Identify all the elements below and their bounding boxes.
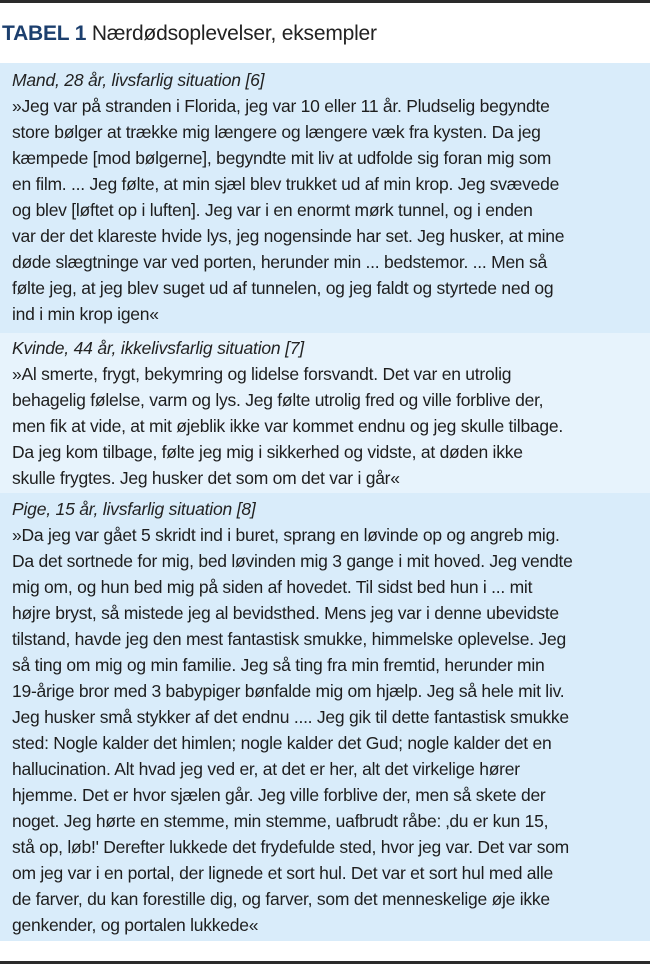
entry-quote <box>12 522 638 938</box>
quote-line: store bølger at trække mig længere og længere væk fra kysten. Da jeg <box>12 122 541 142</box>
entry-heading: Pige, 15 år, livsfarlig situation [8] <box>12 499 256 519</box>
quote-line: mig om, og hun bed mig på siden af hovedet. Til sidst bed hun i ... mit <box>12 577 533 597</box>
quote-line: Da jeg kom tilbage, følte jeg mig i sikkerhed og vidste, at døden ikke <box>12 442 523 462</box>
quote-line: så ting om mig og min familie. Jeg så ting fra min fremtid, herunder min <box>12 655 545 675</box>
quote-line: kæmpede [mod bølgerne], begyndte mit liv at udfolde sig foran mig som <box>12 148 552 168</box>
quote-line: hjemme. Det er hvor sjælen går. Jeg ville forblive der, men så skete der <box>12 785 546 805</box>
quote-line: skulle frygtes. Jeg husker det som om det var i går« <box>12 468 400 488</box>
top-rule <box>0 0 650 3</box>
quote-line: sted: Nogle kalder det himlen; nogle kalder det Gud; nogle kalder det en <box>12 733 552 753</box>
quote-line: om jeg var i en portal, der lignede et sort hul. Det var et sort hul med alle <box>12 863 554 883</box>
quote-line: var der det klareste hvide lys, jeg nogensinde har set. Jeg husker, at mine <box>12 226 565 246</box>
quote-line: tilstand, havde jeg den mest fantastisk smukke, himmelske oplevelse. Jeg <box>12 629 566 649</box>
quote-line: noget. Jeg hørte en stemme, min stemme, uafbrudt råbe: ‚du er kun 15, <box>12 811 549 831</box>
quote-line: en film. ... Jeg følte, at min sjæl blev trukket ud af min krop. Jeg svævede <box>12 174 560 194</box>
entry-heading: Mand, 28 år, livsfarlig situation [6] <box>12 70 265 90</box>
quote-line: »Al smerte, frygt, bekymring og lidelse forsvandt. Det var en utrolig <box>12 364 512 384</box>
table-label: TABEL 1 <box>2 22 87 45</box>
quote-line: Jeg husker små stykker af det endnu .... Jeg gik til dette fantastisk smukke <box>12 707 569 727</box>
bottom-rule <box>0 961 650 964</box>
quote-line: ind i min krop igen« <box>12 304 159 324</box>
table-caption: Nærdødsoplevelser, eksempler <box>91 22 377 45</box>
quote-line: »Jeg var på stranden i Florida, jeg var 10 eller 11 år. Pludselig begyndte <box>12 96 550 116</box>
quote-line: hallucination. Alt hvad jeg ved er, at det er her, alt det virkelige hører <box>12 759 520 779</box>
entry-quote <box>12 93 638 327</box>
table-row <box>0 333 650 493</box>
quote-line: behagelig følelse, varm og lys. Jeg følte utrolig fred og ville forblive der, <box>12 390 544 410</box>
quote-line: følte jeg, at jeg blev suget ud af tunnelen, og jeg faldt og styrtede ned og <box>12 278 554 298</box>
quote-line: men fik at vide, at mit øjeblik ikke var kommet endnu og jeg skulle tilbage. <box>12 416 563 436</box>
quote-line: døde slægtninge var ved porten, herunder min ... bedstemor. ... Men så <box>12 252 548 272</box>
table-title <box>2 21 377 47</box>
entry-quote <box>12 361 638 491</box>
quote-line: højre bryst, så mistede jeg al bevidsthed. Mens jeg var i denne ubevidste <box>12 603 559 623</box>
entry-heading: Kvinde, 44 år, ikkelivsfarlig situation [7] <box>12 338 304 358</box>
table-row <box>0 63 650 333</box>
quote-line: og blev [løftet op i luften]. Jeg var i en enormt mørk tunnel, og i enden <box>12 200 533 220</box>
table-row <box>0 493 650 941</box>
quote-line: genkender, og portalen lukkede« <box>12 915 259 935</box>
quote-line: 19-årige bror med 3 babypiger bønfalde mig om hjælp. Jeg så hele mit liv. <box>12 681 565 701</box>
quote-line: stå op, løb!' Derefter lukkede det frydefulde sted, hvor jeg var. Det var som <box>12 837 570 857</box>
quote-line: »Da jeg var gået 5 skridt ind i buret, sprang en løvinde op og angreb mig. <box>12 525 560 545</box>
quote-line: Da det sortnede for mig, bed løvinden mig 3 gange i mit hoved. Jeg vendte <box>12 551 573 571</box>
quote-line: de farver, du kan forestille dig, og farver, som det menneskelige øje ikke <box>12 889 550 909</box>
